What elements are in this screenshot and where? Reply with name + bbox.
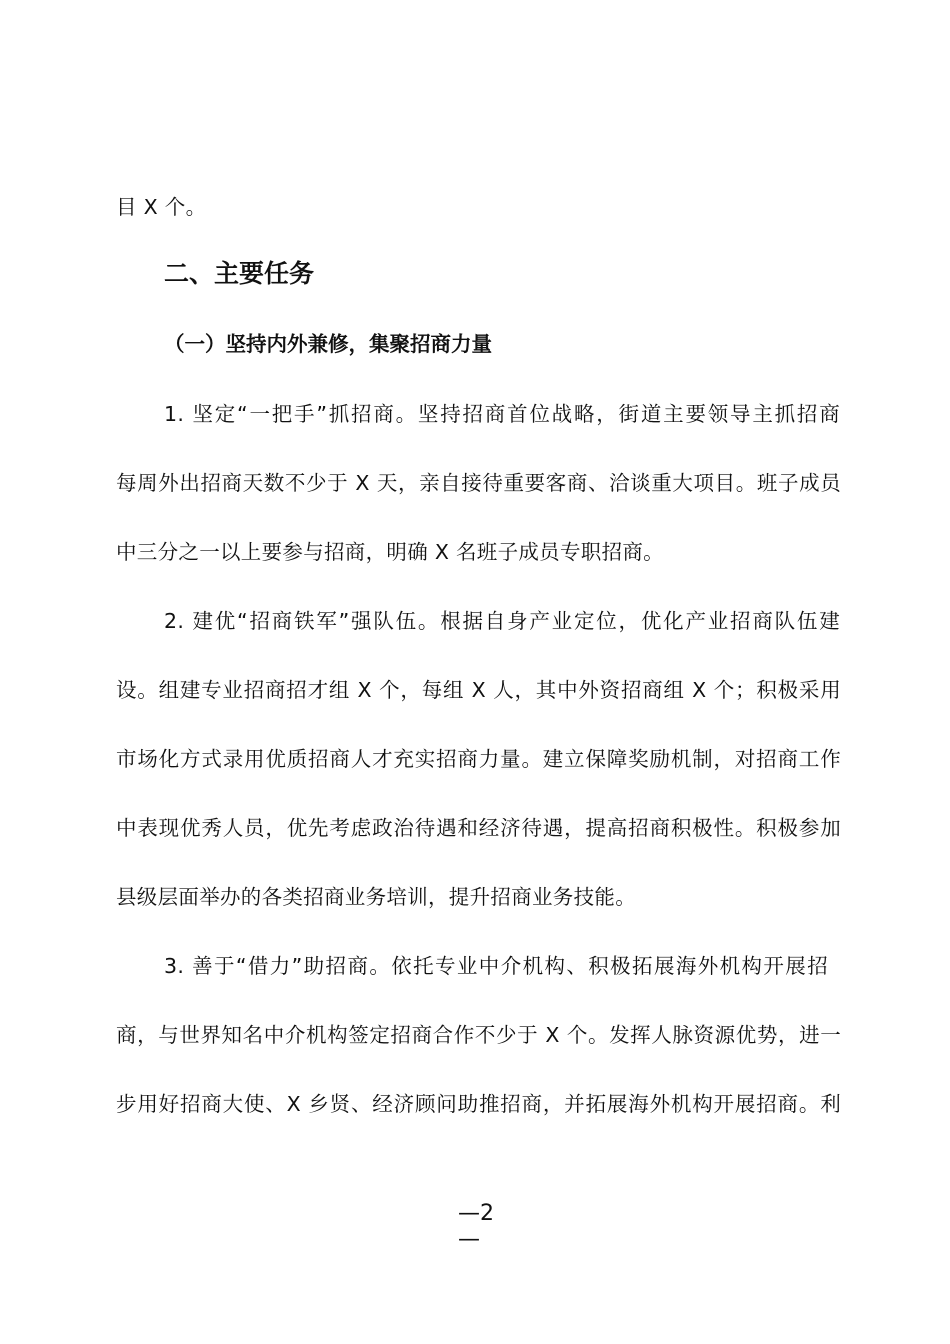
paragraph-line: 每周外出招商天数不少于 X 天，亲自接待重要客商、洽谈重大项目。班子成员 — [116, 471, 841, 495]
section-heading: 二、主要任务 — [164, 259, 315, 288]
paragraph-line: 市场化方式录用优质招商人才充实招商力量。建立保障奖励机制，对招商工作 — [116, 747, 841, 771]
paragraph-line: 中表现优秀人员，优先考虑政治待遇和经济待遇，提高招商积极性。积极参加 — [116, 816, 841, 840]
page-number-dash: — — [458, 1227, 480, 1252]
paragraph-line: 中三分之一以上要参与招商，明确 X 名班子成员专职招商。 — [116, 540, 664, 564]
paragraph-line: 3. 善于“借力”助招商。依托专业中介机构、积极拓展海外机构开展招 — [164, 954, 828, 978]
paragraph-line: 1. 坚定“一把手”抓招商。坚持招商首位战略，街道主要领导主抓招商 — [164, 402, 840, 426]
paragraph-line: 2. 建优“招商铁军”强队伍。根据自身产业定位，优化产业招商队伍建 — [164, 609, 840, 633]
paragraph-line: 县级层面举办的各类招商业务培训，提升招商业务技能。 — [116, 885, 636, 909]
paragraph-line: 步用好招商大使、X 乡贤、经济顾问助推招商，并拓展海外机构开展招商。利 — [116, 1092, 841, 1116]
page-number: —2 — [458, 1201, 494, 1226]
paragraph-line: 商，与世界知名中介机构签定招商合作不少于 X 个。发挥人脉资源优势，进一 — [116, 1023, 841, 1047]
paragraph-line: 设。组建专业招商招才组 X 个，每组 X 人，其中外资招商组 X 个；积极采用 — [116, 678, 841, 702]
paragraph-line: 目 X 个。 — [116, 195, 207, 219]
subsection-heading: （一）坚持内外兼修，集聚招商力量 — [164, 332, 492, 356]
